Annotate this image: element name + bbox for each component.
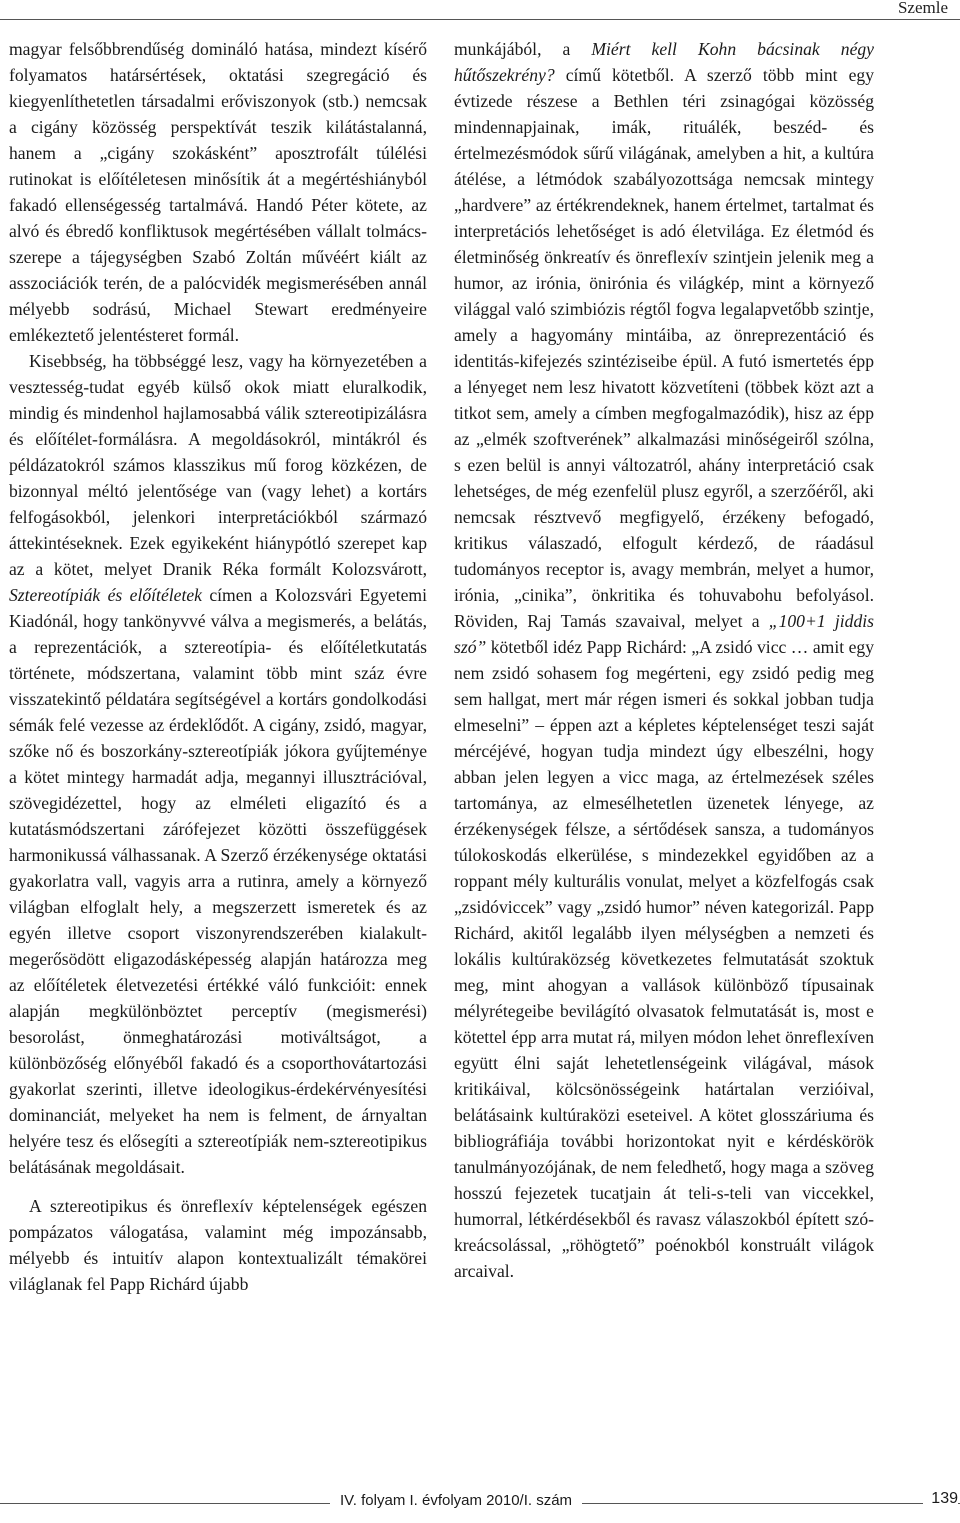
left-column (9, 36, 427, 1297)
page-number: 139 (923, 1490, 958, 1508)
footer-journal-issue: IV. folyam I. évfolyam 2010/I. szám (330, 1492, 582, 1509)
book-title-kohn-bacsi: Miért kell Kohn bácsinak négy hűtőszekrény? (454, 39, 874, 85)
right-paragraph-1-part-c: kötetből idéz Papp Richárd: „A zsidó vicc … amit egy nem zsidó sohasem fog megérteni, egy zsidó pedig meg sem hallgat, mert már régen ismeri és sokkal jobban tudja elmeselni” – éppen azt a képletes képtelenséget teszi saját mércéjévé, hogyan tudja mindezt úgy elbeszélni, hogy abban jelen legyen a vicc maga, az értelmezések széles tartománya, az elmesélhetetlen üzenetek lényege, az érzékenységek félsze, a sértődések sansza, a tudományos túlokoskodás elkerülése, s mindezekkel egyidőben az a roppant mély kulturális vonulat, melyet a közfelfogás csak „zsidóviccek” vagy „zsidó humor” néven kategorizál. Papp Richárd, akitől legalább ilyen mélységben a nemzeti és lokális kultúraközség következetes felmutatását szoktuk meg, mint ahogyan a vallások különböző típusainak mélyrétegeibe bevilágító olvasatok felmutatását is, most e kötettel épp arra mutat rá, milyen módon lehet önreflexíven együtt élni saját lehetetlenségeink világával, mások kritikáival, kölcsönösségeink határtalan verzióival, belátásaink kultúraközi eseteivel. A kötet glosszáriuma és bibliográfiája további horizontokat nyit e kérdéskörök tanulmányozójának, de nem feledhető, hogy maga a szöveg hosszú fejezetek tucatjain át teli-s-teli van viccekkel, humorral, létkérdésekből és ravasz válaszokból épített szó-kreácsolással, „röhögtető” poénokból konstruált világok arcaival. (454, 637, 874, 1281)
left-paragraph-1: magyar felsőbbrendűség domináló hatása, mindezt kísérő folyamatos határsértések, oktatási szegregáció és kiegyenlíthetetlen társadalmi erőviszonyok (stb.) nemcsak a cigány közösség perspektívát teszik kilátástalanná, hanem a „cigány szokásként” aposztrofált túlélési rutinokat is előítéletesen minősítik át a megértéshiányból fakadó ellenségesség tartalmává. Handó Péter kötete, az alvó és ébredő konfliktusok megértésében vállalt tolmács-szerepe a tájegységben Szabó Zoltán művéért kiált az asszociációk terén, de a palócvidék megismerésében annál mélyebb sodrású, Michael Stewart eredményeire emlékeztető jelentésteret formál. (9, 39, 427, 345)
left-paragraph-2 (9, 348, 427, 1180)
header-rule (0, 19, 960, 20)
left-paragraph-2-part-b: címen a Kolozsvári Egyetemi Kiadónál, hogy tankönyvvé válva a megismerés, a belátás, a reprezentációk, a sztereotípia- és előítéletkutatás története, módszertana, valamint több mint száz évre visszatekintő példatára segítségével a kortárs gondolkodási sémák felé vezesse az érdeklődőt. A cigány, zsidó, magyar, szőke nő és boszorkány-sztereotípiák jókora gyűjteménye a kötet mintegy harmadát adja, megannyi illusztrációval, szövegidézettel, hogy az elméleti eligazító és a kutatásmódszertani zárófejezet közötti összefüggések harmonikussá válhassanak. A Szerző érzékenysége oktatási gyakorlatra vall, vagyis arra a rutinra, amely a környező világban elfoglalt hely, a megszerzett ismeretek és az egyén illetve csoport viszonyrendszerében kialakult-megerősödött eligazodásképesség alapján határozza meg az előítéletek életvezetési értékké váló funkcióit: ennek alapján megkülönböztet perceptív (megismerési) besorolást, önmeghatározási motiváltságot, a különbözőség előnyéből fakadó és a csoporthovátartozási gyakorlat szerinti, illetve ideologikus-érdekérvényesítési dominanciát, melyeket ha nem is felment, de árnyaltan helyére tesz és elősegíti a sztereotípiák nem-sztereotipikus belátásának megoldásait. (9, 585, 427, 1177)
right-paragraph-1-part-a: munkájából, a (454, 39, 592, 59)
right-column (454, 36, 874, 1284)
right-paragraph-1 (454, 36, 874, 1284)
right-paragraph-1-part-b: című kötetből. A szerző több mint egy évtizede részese a Bethlen téri zsinagógai közösség mindennapjainak, imák, rituálék, beszéd- és értelmezésmódok sűrű világának, amelyben a hit, a kultúra átélése, a létmódok szabályozottsága nemcsak mintegy „hardvere” az értékrendeknek, hanem értelmet, tartalmat és interpretációs lehetőséget is adó életvilága. Ez életmód és életminőség önkreatív és önreflexív szintjein jelenik meg a humor, az irónia, önirónia és világkép, mint a környező világgal való szimbiózis régtől fogva legalapvetőbb szintje, amely a hagyomány mintáiba, az önreprezentáció és identitás-kifejezés szintéziseibe épül. A futó ismertetés épp a lényeget nem lesz hivatott közvetíteni (többek közt azt a titkot sem, amely a címben megfogalmazódik), hisz az épp az „elmék szoftverének” alkalmazási minőségeiről szólna, s ezen belül is annyi változatról, ahány interpretáció csak lehetséges, de még ezenfelül plusz egyről, a szerzőéről, aki nemcsak résztvevő megfigyelő, érzékeny befogadó, kritikus válaszadó, elfogult kérdező, de ráadásul tudományos receptor is, avagy membrán, melyet a humor, irónia, „cinika”, önkritika és tohuvabohu befolyásol. Röviden, Raj Tamás szavaival, melyet a (454, 65, 874, 631)
book-title-sztereotipiak: Sztereotípiák és előítéletek (9, 585, 202, 605)
section-label: Szemle (897, 0, 948, 17)
left-paragraph-2-part-a: Kisebbség, ha többséggé lesz, vagy ha környezetében a vesztesség-tudat egyéb külső okok miatt eluralkodik, mindig és mindenhol hajlamosabbá válik sztereotipizálásra és előítélet-formálásra. A megoldásokról, mintákról és példázatokról számos klasszikus mű forog közkézen, de bizonnyal méltó jelentősége van (vagy lehet) a kortárs felfogásokból, jelenkori interpretációkból származó áttekintéseknek. Ezek egyikeként hiánypótló szerepet kap az a kötet, melyet Dranik Réka formált Kolozsvárott, (9, 351, 427, 579)
book-title-jiddis-szo: „100+1 jiddis szó” (454, 611, 874, 657)
left-paragraph-3: A sztereotipikus és önreflexív képtelenségek egészen pompázatos válogatása, valamint még impozánsabb, mélyebb és intuitív alapon kontextualizált témakörei világlanak fel Papp Richárd újabb (9, 1196, 427, 1294)
